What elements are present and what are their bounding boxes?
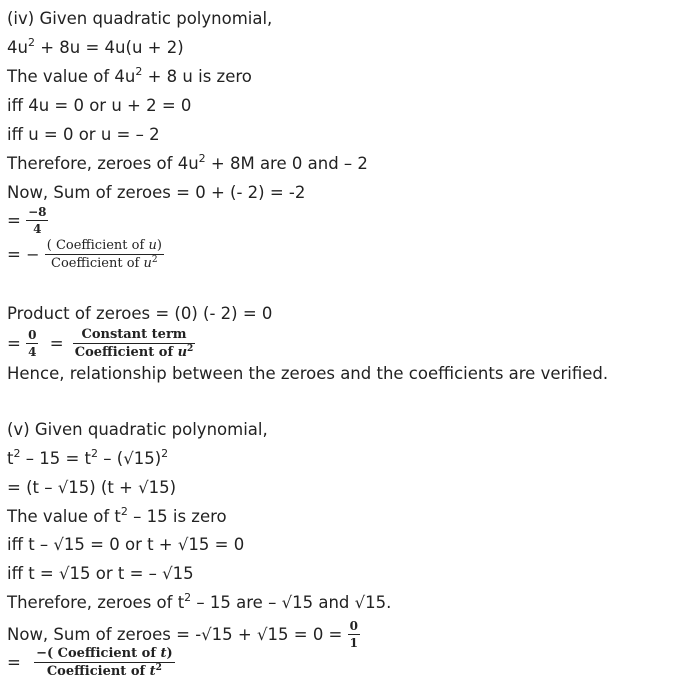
- text-segment: The value of t: [7, 507, 121, 526]
- part-v-value-line: [7, 507, 227, 529]
- part-v-sum-line: [7, 620, 360, 649]
- superscript: 2: [13, 447, 21, 460]
- variable: u: [177, 345, 188, 360]
- part-v-heading: [7, 420, 268, 440]
- part-iv-product-line: [7, 304, 272, 324]
- denominator: [34, 663, 175, 678]
- part-v-iff-line-2: [7, 564, 194, 584]
- superscript: 2: [27, 36, 35, 49]
- text-segment: – 15 are – √15 and √15.: [191, 593, 392, 612]
- part-iv-zeroes-line: [7, 154, 368, 176]
- text-segment: – (√15): [98, 449, 162, 468]
- part-v-expression-line: [7, 449, 168, 471]
- text-segment: ): [166, 646, 173, 661]
- text-segment: = (t – √15) (t + √15): [7, 478, 177, 497]
- part-v-factor-line: [7, 478, 176, 498]
- variable: t: [160, 646, 167, 661]
- numerator: −8: [28, 205, 47, 219]
- numerator: [34, 647, 175, 663]
- heading-text: (iv) Given quadratic polynomial,: [7, 9, 273, 28]
- text-segment: Therefore, zeroes of 4u: [7, 154, 199, 173]
- denominator: 4: [33, 222, 42, 236]
- equals-sign: =: [49, 334, 64, 353]
- part-iv-value-line: [7, 67, 252, 89]
- text-segment: Therefore, zeroes of t: [7, 593, 185, 612]
- text-segment: iff u = 0 or u = – 2: [7, 125, 160, 144]
- text-segment: Product of zeroes = (0) (- 2) = 0: [7, 304, 273, 323]
- text-segment: −( Coefficient of: [36, 646, 161, 661]
- minus-sign: −: [26, 245, 40, 264]
- part-iv-factor-line: [7, 38, 184, 60]
- text-segment: Now, Sum of zeroes = 0 + (- 2) = -2: [7, 183, 306, 202]
- equals-sign: =: [7, 334, 21, 353]
- denominator: 1: [349, 636, 358, 650]
- fraction: [34, 647, 175, 678]
- equals-sign: =: [7, 245, 21, 264]
- numerator: 0: [349, 619, 358, 633]
- superscript: 2: [161, 447, 169, 460]
- equals-sign: =: [7, 211, 21, 230]
- numerator: Constant term: [73, 328, 196, 344]
- fraction: [348, 620, 360, 649]
- text-segment: Coefficient of: [51, 256, 144, 271]
- denominator: [45, 255, 164, 270]
- text-segment: iff t – √15 = 0 or t + √15 = 0: [7, 535, 245, 554]
- text-segment: + 8M are 0 and – 2: [205, 154, 368, 173]
- fraction: [26, 206, 48, 235]
- text-segment: Now, Sum of zeroes = -√15 + √15 = 0 =: [7, 625, 343, 644]
- text-segment: + 8u = 4u(u + 2): [34, 38, 184, 57]
- superscript: 2: [135, 65, 143, 78]
- text-segment: + 8 u is zero: [142, 67, 252, 86]
- text-segment: iff 4u = 0 or u + 2 = 0: [7, 96, 192, 115]
- superscript: 2: [91, 447, 99, 460]
- part-iv-conclusion-line: [7, 364, 608, 384]
- superscript: 2: [155, 663, 162, 673]
- part-iv-sum-line: [7, 183, 305, 203]
- denominator: [73, 344, 196, 359]
- text-segment: t: [7, 449, 14, 468]
- part-iv-sum-coefficient-fraction: [7, 239, 164, 270]
- variable: u: [148, 238, 157, 253]
- part-iv-sum-fraction: [7, 206, 48, 235]
- text-segment: 4u: [7, 38, 28, 57]
- superscript: 2: [184, 591, 192, 604]
- text-segment: Coefficient of: [46, 664, 150, 679]
- part-v-coefficient-fraction: [7, 647, 175, 678]
- superscript: 2: [187, 344, 194, 354]
- superscript: 2: [120, 505, 128, 518]
- superscript: 2: [198, 152, 206, 165]
- text-segment: ): [156, 238, 162, 253]
- text-segment: The value of 4u: [7, 67, 136, 86]
- part-v-zeroes-line: [7, 593, 391, 615]
- part-iv-product-fraction: [7, 328, 195, 359]
- part-v-iff-line-1: [7, 535, 244, 555]
- numerator: 0: [28, 328, 37, 342]
- text-segment: Coefficient of: [74, 345, 178, 360]
- fraction: [73, 328, 196, 359]
- part-iv-iff-line-1: [7, 96, 191, 116]
- text-segment: Hence, relationship between the zeroes and the coefficients are verified.: [7, 364, 609, 383]
- fraction: [45, 239, 164, 270]
- fraction: [26, 329, 38, 358]
- variable: u: [143, 256, 152, 271]
- superscript: 2: [151, 255, 158, 265]
- denominator: 4: [28, 345, 37, 359]
- numerator: [45, 239, 164, 255]
- part-iv-iff-line-2: [7, 125, 160, 145]
- variable: t: [149, 664, 156, 679]
- equals-sign: =: [7, 653, 21, 672]
- heading-text: (v) Given quadratic polynomial,: [7, 420, 268, 439]
- text-segment: – 15 = t: [20, 449, 92, 468]
- part-iv-heading: [7, 9, 272, 29]
- text-segment: iff t = √15 or t = – √15: [7, 564, 194, 583]
- text-segment: – 15 is zero: [127, 507, 227, 526]
- text-segment: ( Coefficient of: [46, 238, 149, 253]
